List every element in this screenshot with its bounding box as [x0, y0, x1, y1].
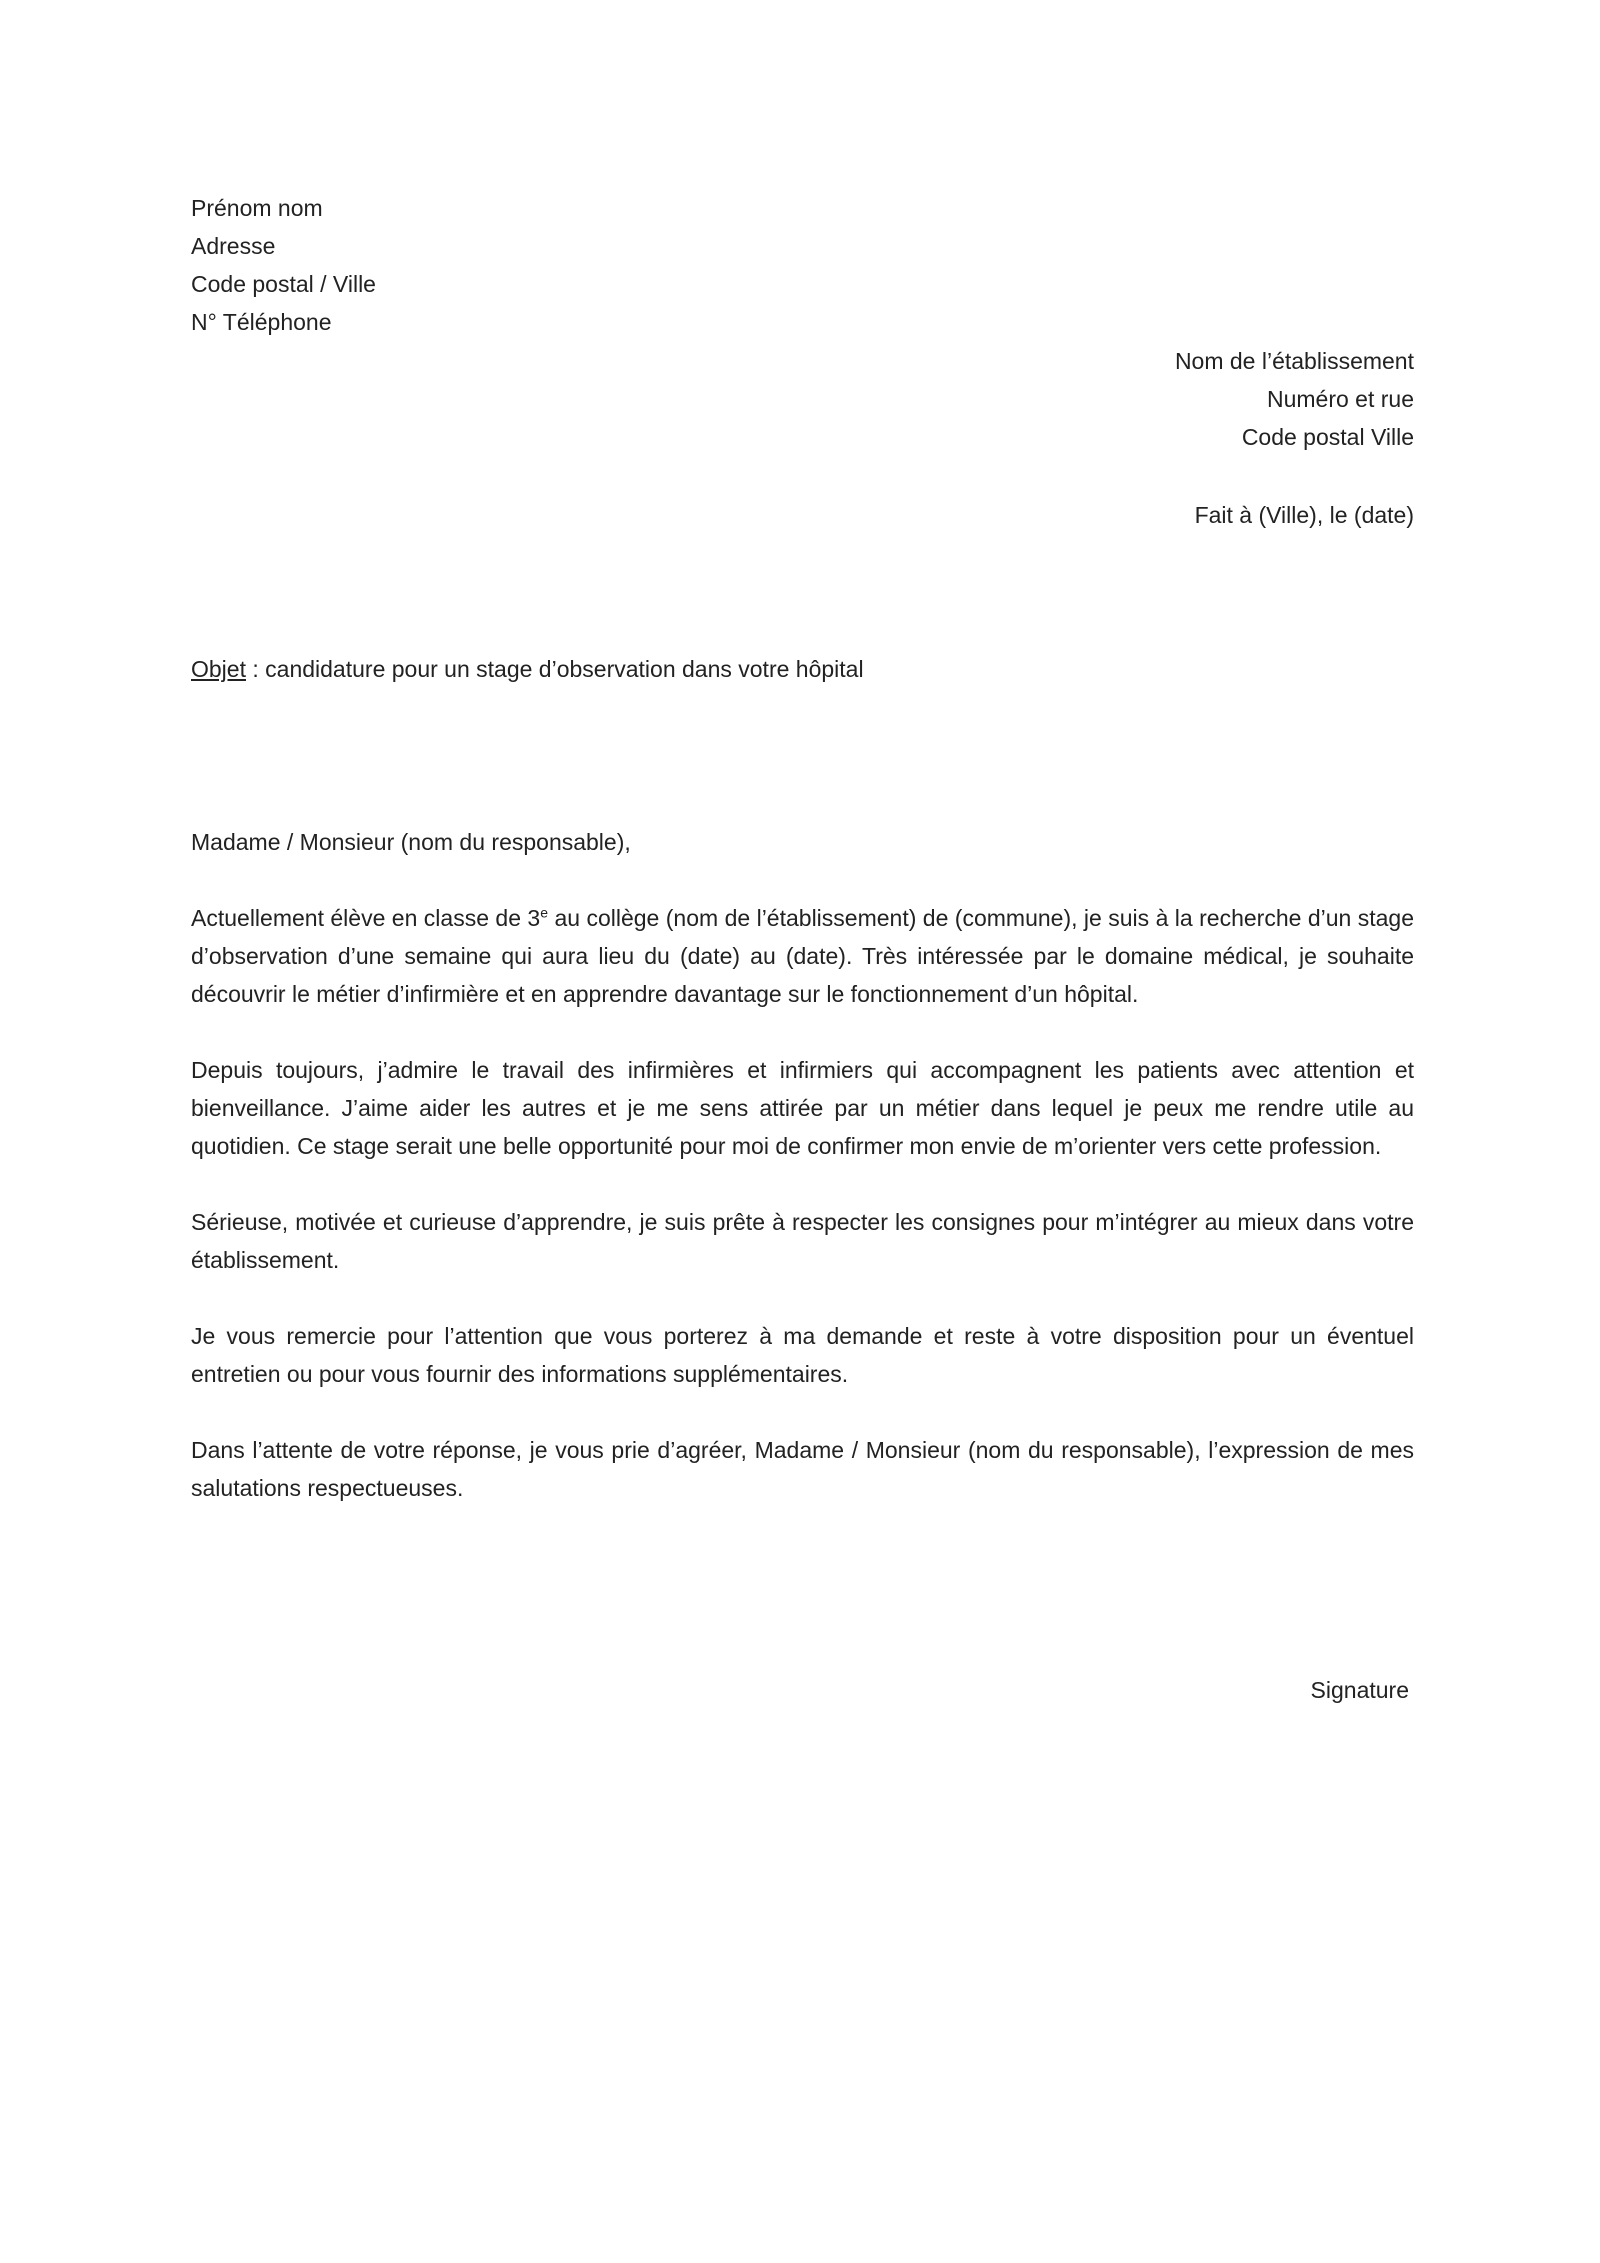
subject-line	[191, 650, 1414, 688]
paragraph-intro-start: Actuellement élève en classe de 3	[191, 905, 541, 931]
recipient-establishment: Nom de l’établissement	[1174, 348, 1414, 374]
date-line: Fait à (Ville), le (date)	[1194, 502, 1414, 528]
subject-separator: :	[245, 656, 266, 682]
subject-label: Objet	[191, 656, 246, 682]
subject-text: candidature pour un stage d’observation dans votre hôpital	[265, 656, 864, 682]
ordinal-superscript: e	[540, 904, 549, 921]
letter-body	[191, 823, 1414, 1545]
paragraph-thanks: Je vous remercie pour l’attention que vous porterez à ma demande et reste à votre disposition pour un éventuel entretien ou pour vous fournir des informations supplémentaires.	[191, 1323, 1414, 1387]
salutation: Madame / Monsieur (nom du responsable),	[191, 829, 631, 855]
recipient-postal-city: Code postal Ville	[1241, 424, 1414, 450]
recipient-street: Numéro et rue	[1266, 386, 1414, 412]
sender-block	[191, 189, 891, 341]
paragraph-intro	[191, 899, 1414, 1013]
paragraph-qualities: Sérieuse, motivée et curieuse d’apprendre, je suis prête à respecter les consignes pour m’intégrer au mieux dans votre établissement.	[191, 1209, 1414, 1273]
sender-name: Prénom nom	[191, 195, 323, 221]
paragraph-motivation: Depuis toujours, j’admire le travail des infirmières et infirmiers qui accompagnent les patients avec attention et bienveillance. J’aime aider les autres et je me sens attirée par un métier dans lequel je peux me rendre utile au quotidien. Ce stage serait une belle opportunité pour moi de confirmer mon envie de m’orienter vers cette profession.	[191, 1057, 1414, 1159]
signature: Signature	[1310, 1677, 1409, 1703]
sender-postal-city: Code postal / Ville	[191, 271, 376, 297]
sender-address: Adresse	[191, 233, 276, 259]
paragraph-intro-rest: au collège (nom de l’établissement) de (commune), je suis à la recherche d’un stage d’observation d’une semaine qui aura lieu du (date) au (date). Très intéressée par le domaine médical, je souhaite découvrir le métier d’infirmière et en apprendre davantage sur le fonctionnement d’un hôpital.	[191, 905, 1414, 1007]
recipient-block	[714, 342, 1414, 456]
paragraph-closing: Dans l’attente de votre réponse, je vous prie d’agréer, Madame / Monsieur (nom du responsable), l’expression de mes salutations respectueuses.	[191, 1437, 1414, 1501]
sender-phone: N° Téléphone	[191, 309, 332, 335]
